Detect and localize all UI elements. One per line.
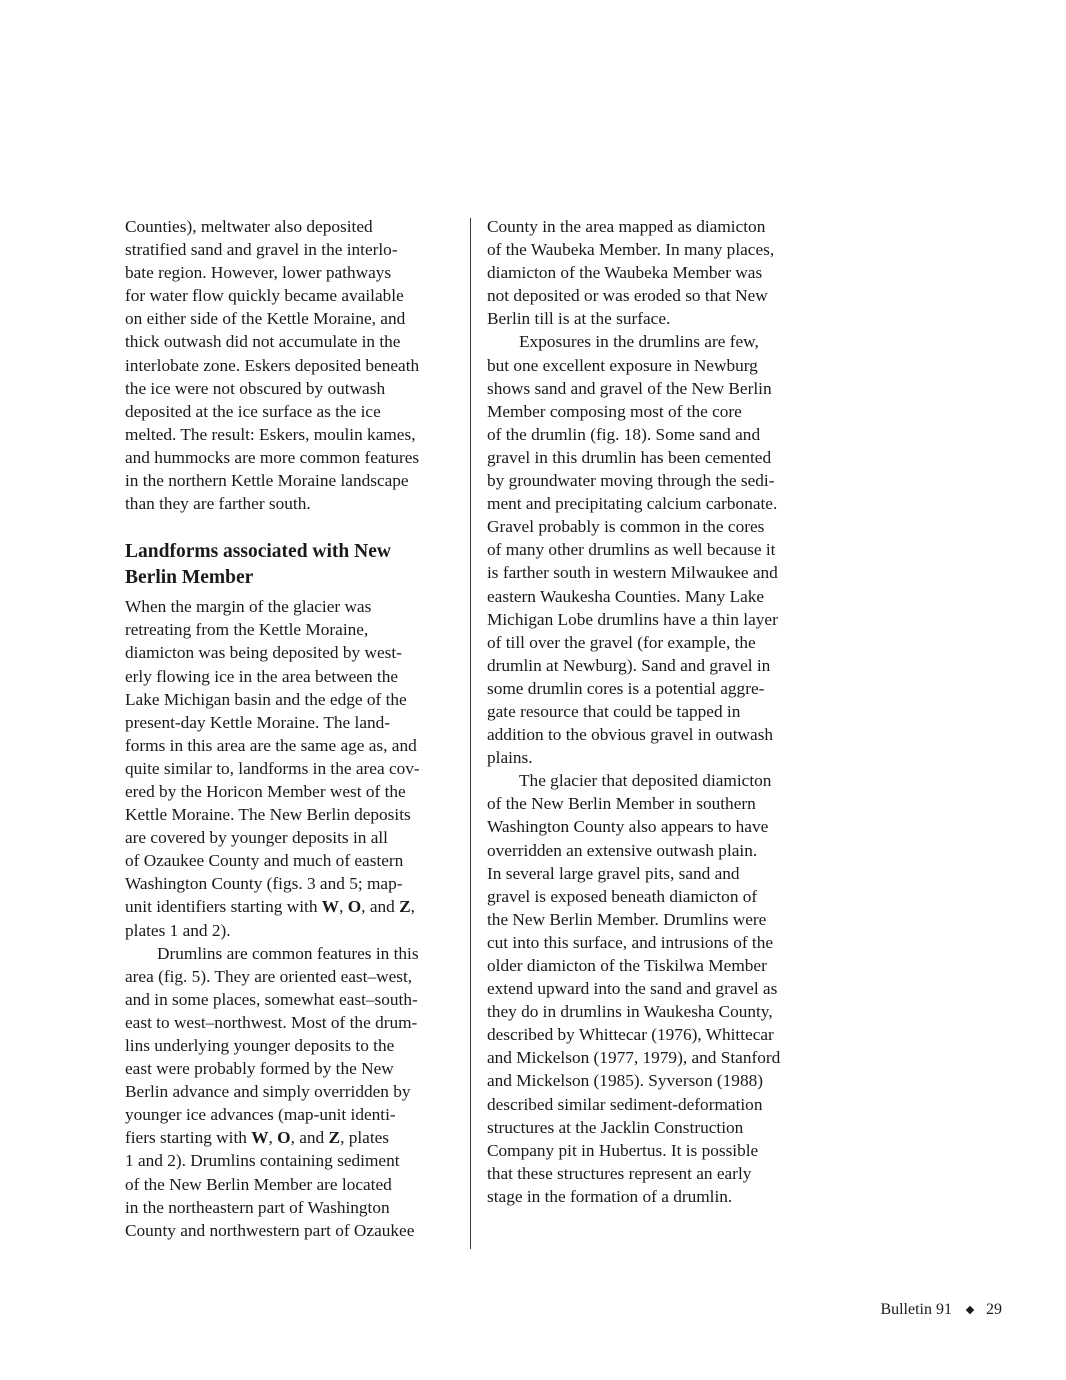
text-line: eastern Waukesha Counties. Many Lake [487, 586, 765, 606]
text-line: and in some places, somewhat east–south- [125, 989, 418, 1009]
text-line: overridden an extensive outwash plain. [487, 840, 758, 860]
text-line: not deposited or was eroded so that New [487, 286, 768, 306]
right-column [487, 215, 821, 1208]
text-line: younger ice advances (map-unit identi- [125, 1105, 396, 1125]
text-line: Berlin advance and simply overridden by [125, 1082, 411, 1102]
text-line: Washington County also appears to have [487, 817, 769, 837]
text-line: In several large gravel pits, sand and [487, 863, 740, 883]
text-line: some drumlin cores is a potential aggre- [487, 678, 765, 698]
text-line: and Mickelson (1977, 1979), and Stanford [487, 1048, 781, 1068]
paragraph-drumlins [125, 942, 459, 1242]
text-fragment: , and [290, 1128, 329, 1148]
text-line: diamicton of the Waubeka Member was [487, 263, 763, 283]
text-line: ment and precipitating calcium carbonate. [487, 494, 778, 514]
text-line: When the margin of the glacier was [125, 597, 372, 617]
column-divider [470, 218, 471, 1249]
diamond-bullet-icon [966, 1306, 974, 1314]
text-line: they do in drumlins in Waukesha County, [487, 1002, 773, 1022]
paragraph-glacier-margin [125, 595, 459, 941]
text-line: east were probably formed by the New [125, 1059, 394, 1079]
text-line: Gravel probably is common in the cores [487, 517, 765, 537]
paragraph-exposures [487, 330, 821, 769]
text-line: but one excellent exposure in Newburg [487, 355, 758, 375]
text-line: Member composing most of the core [487, 401, 742, 421]
text-line: that these structures represent an early [487, 1163, 752, 1183]
text-line: gravel is exposed beneath diamicton of [487, 886, 758, 906]
text-line: area (fig. 5). They are oriented east–west, [125, 966, 413, 986]
text-line: present-day Kettle Moraine. The land- [125, 712, 391, 732]
text-line: diamicton was being deposited by west- [125, 643, 402, 663]
section-heading [125, 539, 459, 590]
text-fragment: , [339, 897, 348, 917]
paragraph-waubeka [487, 215, 821, 330]
text-line: than they are farther south. [125, 494, 311, 514]
bold-unit-letter: O [347, 897, 362, 917]
text-line: quite similar to, landforms in the area cov- [125, 758, 420, 778]
text-line: in the northern Kettle Moraine landscape [125, 471, 409, 491]
text-line: in the northeastern part of Washington [125, 1197, 390, 1217]
page-footer [880, 1299, 1002, 1321]
text-line: Company pit in Hubertus. It is possible [487, 1140, 759, 1160]
text-line: described similar sediment-deformation [487, 1094, 763, 1114]
text-line: older diamicton of the Tiskilwa Member [487, 956, 767, 975]
text-fragment: , and [361, 897, 400, 917]
text-line: County and northwestern part of Ozaukee [125, 1220, 415, 1240]
text-line: retreating from the Kettle Moraine, [125, 620, 369, 640]
text-fragment: unit identifiers starting with [125, 897, 322, 917]
text-line: Counties), meltwater also deposited [125, 217, 373, 236]
text-fragment: , [410, 897, 415, 917]
text-line: thick outwash did not accumulate in the [125, 332, 401, 352]
text-line: extend upward into the sand and gravel as [487, 979, 778, 999]
text-line: stratified sand and gravel in the interlo- [125, 240, 398, 260]
heading-line: Berlin Member [125, 566, 254, 588]
text-line: cut into this surface, and intrusions of the [487, 932, 774, 952]
text-line: bate region. However, lower pathways [125, 263, 392, 283]
text-line: erly flowing ice in the area between the [125, 666, 399, 686]
bold-unit-letter: W [321, 897, 340, 917]
text-fragment: , [268, 1128, 278, 1148]
bold-unit-letter: Z [328, 1128, 341, 1148]
text-line: for water flow quickly became available [125, 286, 404, 306]
text-line: of the New Berlin Member in southern [487, 794, 756, 814]
bold-unit-letter: O [277, 1128, 291, 1148]
text-line: of Ozaukee County and much of eastern [125, 851, 404, 871]
text-line: on either side of the Kettle Moraine, and [125, 309, 406, 329]
text-line: 1 and 2). Drumlins containing sediment [125, 1151, 400, 1171]
text-line: of till over the gravel (for example, the [487, 632, 756, 652]
publication-name: Bulletin 91 [880, 1301, 952, 1318]
text-line: The glacier that deposited diamicton [519, 771, 772, 791]
text-line: County in the area mapped as diamicton [487, 217, 766, 236]
text-line: gravel in this drumlin has been cemented [487, 447, 772, 467]
text-line-with-bold [125, 895, 459, 918]
text-line: shows sand and gravel of the New Berlin [487, 378, 772, 398]
text-line: of the Waubeka Member. In many places, [487, 240, 775, 260]
bold-unit-letter: Z [399, 897, 411, 917]
text-fragment: fiers starting with [125, 1128, 252, 1148]
text-line: of many other drumlins as well because it [487, 540, 776, 560]
text-line: described by Whittecar (1976), Whittecar [487, 1025, 774, 1045]
text-line: plains. [487, 748, 533, 768]
text-line: is farther south in western Milwaukee and [487, 563, 778, 583]
text-line: by groundwater moving through the sedi- [487, 471, 775, 491]
text-line: addition to the obvious gravel in outwash [487, 725, 774, 745]
text-line: structures at the Jacklin Construction [487, 1117, 744, 1137]
page-number: 29 [986, 1301, 1002, 1318]
text-fragment: , plates [340, 1128, 390, 1148]
text-line: Michigan Lobe drumlins have a thin layer [487, 609, 778, 629]
bold-unit-letter: W [251, 1128, 269, 1148]
text-line: stage in the formation of a drumlin. [487, 1186, 733, 1206]
text-line: drumlin at Newburg). Sand and gravel in [487, 655, 771, 675]
text-line: deposited at the ice surface as the ice [125, 401, 381, 421]
text-line: of the New Berlin Member are located [125, 1174, 392, 1194]
text-line: Exposures in the drumlins are few, [519, 332, 759, 352]
text-line: plates 1 and 2). [125, 920, 231, 940]
text-line: the New Berlin Member. Drumlins were [487, 909, 767, 929]
text-line: and Mickelson (1985). Syverson (1988) [487, 1071, 763, 1091]
paragraph-meltwater [125, 215, 459, 515]
text-line: interlobate zone. Eskers deposited beneath [125, 355, 420, 375]
text-line: melted. The result: Eskers, moulin kames, [125, 424, 416, 444]
left-column [125, 215, 459, 1242]
text-line: the ice were not obscured by outwash [125, 378, 386, 398]
heading-line: Landforms associated with New [125, 541, 391, 563]
text-line: Berlin till is at the surface. [487, 309, 671, 329]
text-line: lins underlying younger deposits to the [125, 1036, 395, 1055]
text-line: ered by the Horicon Member west of the [125, 781, 406, 801]
text-line: and hummocks are more common features [125, 447, 420, 467]
text-line: Lake Michigan basin and the edge of the [125, 689, 407, 709]
text-line: Washington County (figs. 3 and 5; map- [125, 874, 403, 894]
text-line: east to west–northwest. Most of the drum- [125, 1012, 418, 1032]
text-line: of the drumlin (fig. 18). Some sand and [487, 424, 761, 444]
text-line: are covered by younger deposits in all [125, 828, 388, 848]
text-line: Kettle Moraine. The New Berlin deposits [125, 805, 411, 825]
text-line: Drumlins are common features in this [157, 943, 419, 963]
text-line: forms in this area are the same age as, and [125, 735, 417, 755]
paragraph-outwash-plain [487, 769, 821, 1208]
text-line-with-bold [125, 1126, 459, 1149]
text-line: gate resource that could be tapped in [487, 701, 741, 721]
